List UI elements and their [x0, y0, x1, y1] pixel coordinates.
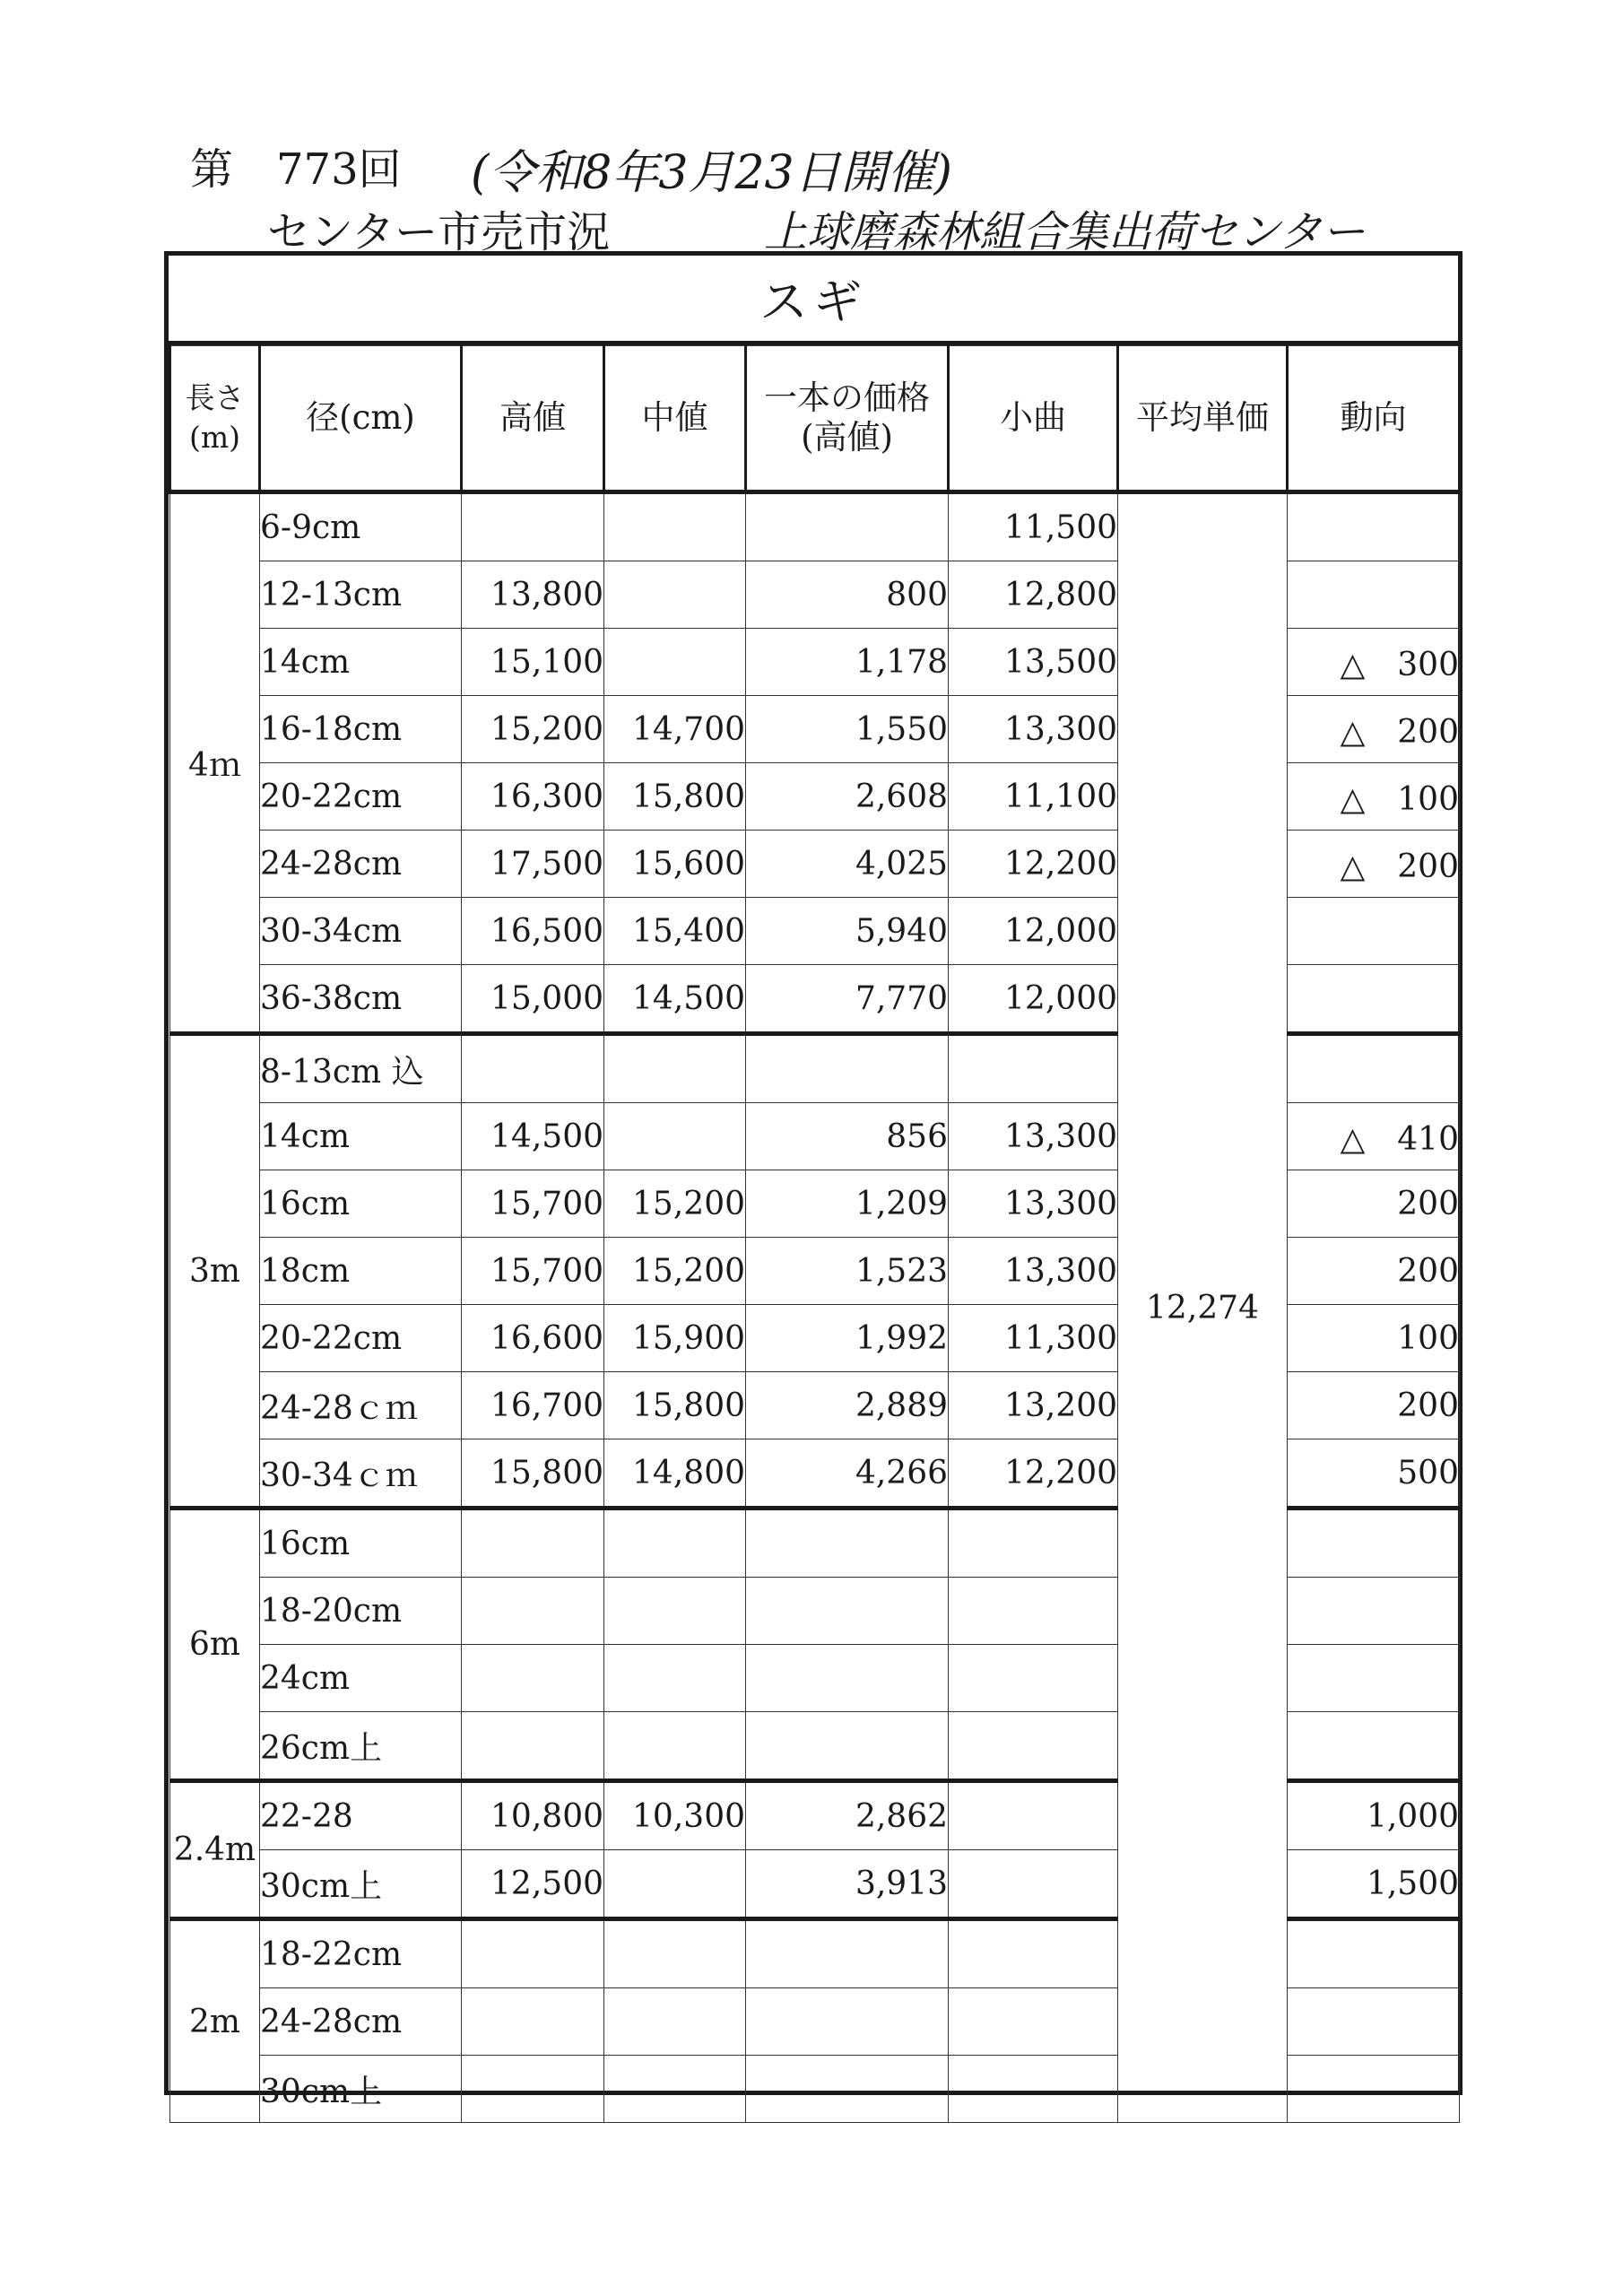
length-cell: 6m — [170, 1509, 260, 1781]
small-bend-cell: 13,200 — [949, 1372, 1118, 1439]
per-log-price-cell — [746, 1034, 949, 1103]
diameter-cell: 14cm — [260, 1103, 462, 1170]
col-trend: 動向 — [1288, 346, 1460, 492]
diameter-cell: 30-34ｃｍ — [260, 1439, 462, 1509]
diameter-cell: 8-13cm 込 — [260, 1034, 462, 1103]
per-log-price-cell — [746, 1988, 949, 2056]
small-bend-cell — [949, 1919, 1118, 1988]
per-log-price-cell — [746, 1712, 949, 1781]
diameter-cell: 18-20cm — [260, 1578, 462, 1645]
col-high-price: 高値 — [462, 346, 604, 492]
trend-cell — [1288, 1645, 1460, 1712]
diameter-cell: 20-22cm — [260, 1305, 462, 1372]
small-bend-cell — [949, 1509, 1118, 1578]
mid-price-cell — [604, 1850, 746, 1919]
diameter-cell: 18cm — [260, 1238, 462, 1305]
diameter-cell: 24-28cm — [260, 1988, 462, 2056]
per-log-price-cell: 1,209 — [746, 1170, 949, 1238]
diameter-cell: 18-22cm — [260, 1919, 462, 1988]
high-price-cell: 15,100 — [462, 629, 604, 696]
small-bend-cell — [949, 1850, 1118, 1919]
small-bend-cell: 13,300 — [949, 1238, 1118, 1305]
per-log-price-cell — [746, 492, 949, 561]
trend-cell — [1288, 1988, 1460, 2056]
small-bend-cell: 12,800 — [949, 561, 1118, 629]
small-bend-cell — [949, 1988, 1118, 2056]
trend-cell — [1288, 2056, 1460, 2123]
species-title: スギ — [169, 256, 1458, 345]
mid-price-cell: 15,800 — [604, 763, 746, 831]
mid-price-cell: 10,300 — [604, 1781, 746, 1850]
per-log-price-cell: 800 — [746, 561, 949, 629]
col-mid-price: 中値 — [604, 346, 746, 492]
report-title: センター市売市況 — [267, 207, 611, 257]
mid-price-cell — [604, 1509, 746, 1578]
diameter-cell: 16cm — [260, 1170, 462, 1238]
small-bend-cell: 12,000 — [949, 965, 1118, 1034]
length-cell: 2m — [170, 1919, 260, 2123]
small-bend-cell: 11,300 — [949, 1305, 1118, 1372]
price-table-body — [170, 492, 1460, 2123]
high-price-cell: 14,500 — [462, 1103, 604, 1170]
small-bend-cell: 13,300 — [949, 1103, 1118, 1170]
per-log-price-cell: 1,992 — [746, 1305, 949, 1372]
high-price-cell — [462, 1645, 604, 1712]
small-bend-cell — [949, 1645, 1118, 1712]
mid-price-cell — [604, 1103, 746, 1170]
mid-price-cell: 14,800 — [604, 1439, 746, 1509]
trend-cell: △ 410 — [1288, 1103, 1460, 1170]
table-row — [170, 492, 1460, 561]
trend-cell — [1288, 1034, 1460, 1103]
high-price-cell: 15,800 — [462, 1439, 604, 1509]
small-bend-cell — [949, 1578, 1118, 1645]
small-bend-cell: 11,100 — [949, 763, 1118, 831]
per-log-price-cell: 1,550 — [746, 696, 949, 763]
high-price-cell — [462, 1509, 604, 1578]
diameter-cell: 20-22cm — [260, 763, 462, 831]
price-table — [169, 345, 1461, 2123]
trend-cell: △ 300 — [1288, 629, 1460, 696]
diameter-cell: 14cm — [260, 629, 462, 696]
small-bend-cell: 12,200 — [949, 1439, 1118, 1509]
trend-cell: 100 — [1288, 1305, 1460, 1372]
trend-cell — [1288, 1919, 1460, 1988]
mid-price-cell: 15,900 — [604, 1305, 746, 1372]
mid-price-cell — [604, 1578, 746, 1645]
high-price-cell — [462, 1712, 604, 1781]
mid-price-cell — [604, 1034, 746, 1103]
high-price-cell: 16,600 — [462, 1305, 604, 1372]
high-price-cell — [462, 2056, 604, 2123]
diameter-cell: 30cm上 — [260, 2056, 462, 2123]
col-diameter: 径(cm) — [260, 346, 462, 492]
diameter-cell: 16cm — [260, 1509, 462, 1578]
high-price-cell: 16,300 — [462, 763, 604, 831]
high-price-cell: 16,500 — [462, 898, 604, 965]
high-price-cell: 15,000 — [462, 965, 604, 1034]
per-log-price-cell: 1,178 — [746, 629, 949, 696]
small-bend-cell: 12,200 — [949, 831, 1118, 898]
diameter-cell: 12-13cm — [260, 561, 462, 629]
high-price-cell: 17,500 — [462, 831, 604, 898]
diameter-cell: 22-28 — [260, 1781, 462, 1850]
organization-name: 上球磨森林組合集出荷センター — [764, 207, 1366, 257]
trend-cell — [1288, 965, 1460, 1034]
per-log-price-cell — [746, 1509, 949, 1578]
diameter-cell: 26cm上 — [260, 1712, 462, 1781]
small-bend-cell: 13,300 — [949, 696, 1118, 763]
per-log-price-cell — [746, 2056, 949, 2123]
diameter-cell: 30cm上 — [260, 1850, 462, 1919]
trend-cell — [1288, 898, 1460, 965]
diameter-cell: 30-34cm — [260, 898, 462, 965]
mid-price-cell — [604, 2056, 746, 2123]
mid-price-cell — [604, 1712, 746, 1781]
small-bend-cell: 11,500 — [949, 492, 1118, 561]
col-avg-unit-price: 平均単価 — [1118, 346, 1288, 492]
mid-price-cell — [604, 492, 746, 561]
mid-price-cell: 14,700 — [604, 696, 746, 763]
trend-cell: 1,000 — [1288, 1781, 1460, 1850]
high-price-cell: 15,700 — [462, 1170, 604, 1238]
trend-cell: 500 — [1288, 1439, 1460, 1509]
small-bend-cell — [949, 1034, 1118, 1103]
trend-cell — [1288, 1509, 1460, 1578]
per-log-price-cell — [746, 1919, 949, 1988]
trend-cell: 200 — [1288, 1238, 1460, 1305]
trend-cell: 200 — [1288, 1372, 1460, 1439]
column-header-row — [170, 346, 1460, 492]
col-per-log-price: 一本の価格 (高値) — [746, 346, 949, 492]
per-log-price-cell — [746, 1578, 949, 1645]
mid-price-cell: 15,600 — [604, 831, 746, 898]
high-price-cell: 15,700 — [462, 1238, 604, 1305]
col-small-bend: 小曲 — [949, 346, 1118, 492]
high-price-cell: 15,200 — [462, 696, 604, 763]
high-price-cell: 13,800 — [462, 561, 604, 629]
trend-cell — [1288, 492, 1460, 561]
diameter-cell: 6-9cm — [260, 492, 462, 561]
high-price-cell: 10,800 — [462, 1781, 604, 1850]
trend-cell — [1288, 1712, 1460, 1781]
mid-price-cell: 15,200 — [604, 1170, 746, 1238]
high-price-cell — [462, 1919, 604, 1988]
trend-cell — [1288, 1578, 1460, 1645]
diameter-cell: 24cm — [260, 1645, 462, 1712]
diameter-cell: 24-28cm — [260, 831, 462, 898]
trend-cell: 200 — [1288, 1170, 1460, 1238]
high-price-cell — [462, 1988, 604, 2056]
per-log-price-cell: 856 — [746, 1103, 949, 1170]
high-price-cell: 16,700 — [462, 1372, 604, 1439]
col-length: 長さ (m) — [170, 346, 260, 492]
per-log-price-cell: 4,025 — [746, 831, 949, 898]
trend-cell: △ 200 — [1288, 831, 1460, 898]
per-log-price-cell: 3,913 — [746, 1850, 949, 1919]
avg-unit-price-cell: 12,274 — [1118, 492, 1288, 2123]
mid-price-cell — [604, 561, 746, 629]
mid-price-cell — [604, 1645, 746, 1712]
small-bend-cell: 12,000 — [949, 898, 1118, 965]
trend-cell: △ 200 — [1288, 696, 1460, 763]
small-bend-cell — [949, 1781, 1118, 1850]
per-log-price-cell: 2,608 — [746, 763, 949, 831]
mid-price-cell: 15,800 — [604, 1372, 746, 1439]
mid-price-cell — [604, 1919, 746, 1988]
per-log-price-cell: 2,862 — [746, 1781, 949, 1850]
small-bend-cell: 13,500 — [949, 629, 1118, 696]
per-log-price-cell: 2,889 — [746, 1372, 949, 1439]
high-price-cell — [462, 1034, 604, 1103]
per-log-price-cell: 4,266 — [746, 1439, 949, 1509]
mid-price-cell — [604, 1988, 746, 2056]
session-number: 第 773回 — [190, 144, 402, 195]
high-price-cell — [462, 1578, 604, 1645]
diameter-cell: 36-38cm — [260, 965, 462, 1034]
mid-price-cell: 15,400 — [604, 898, 746, 965]
mid-price-cell: 14,500 — [604, 965, 746, 1034]
per-log-price-cell: 1,523 — [746, 1238, 949, 1305]
small-bend-cell — [949, 2056, 1118, 2123]
length-cell: 3m — [170, 1034, 260, 1509]
small-bend-cell: 13,300 — [949, 1170, 1118, 1238]
diameter-cell: 24-28ｃｍ — [260, 1372, 462, 1439]
trend-cell: 1,500 — [1288, 1850, 1460, 1919]
market-date: (令和8年3月23日開催) — [471, 146, 952, 200]
per-log-price-cell — [746, 1645, 949, 1712]
per-log-price-cell: 7,770 — [746, 965, 949, 1034]
diameter-cell: 16-18cm — [260, 696, 462, 763]
length-cell: 4ｍ — [170, 492, 260, 1034]
small-bend-cell — [949, 1712, 1118, 1781]
mid-price-cell: 15,200 — [604, 1238, 746, 1305]
mid-price-cell — [604, 629, 746, 696]
high-price-cell: 12,500 — [462, 1850, 604, 1919]
per-log-price-cell: 5,940 — [746, 898, 949, 965]
trend-cell: △ 100 — [1288, 763, 1460, 831]
length-cell: 2.4m — [170, 1781, 260, 1919]
price-table-frame — [164, 251, 1462, 2110]
high-price-cell — [462, 492, 604, 561]
trend-cell — [1288, 561, 1460, 629]
